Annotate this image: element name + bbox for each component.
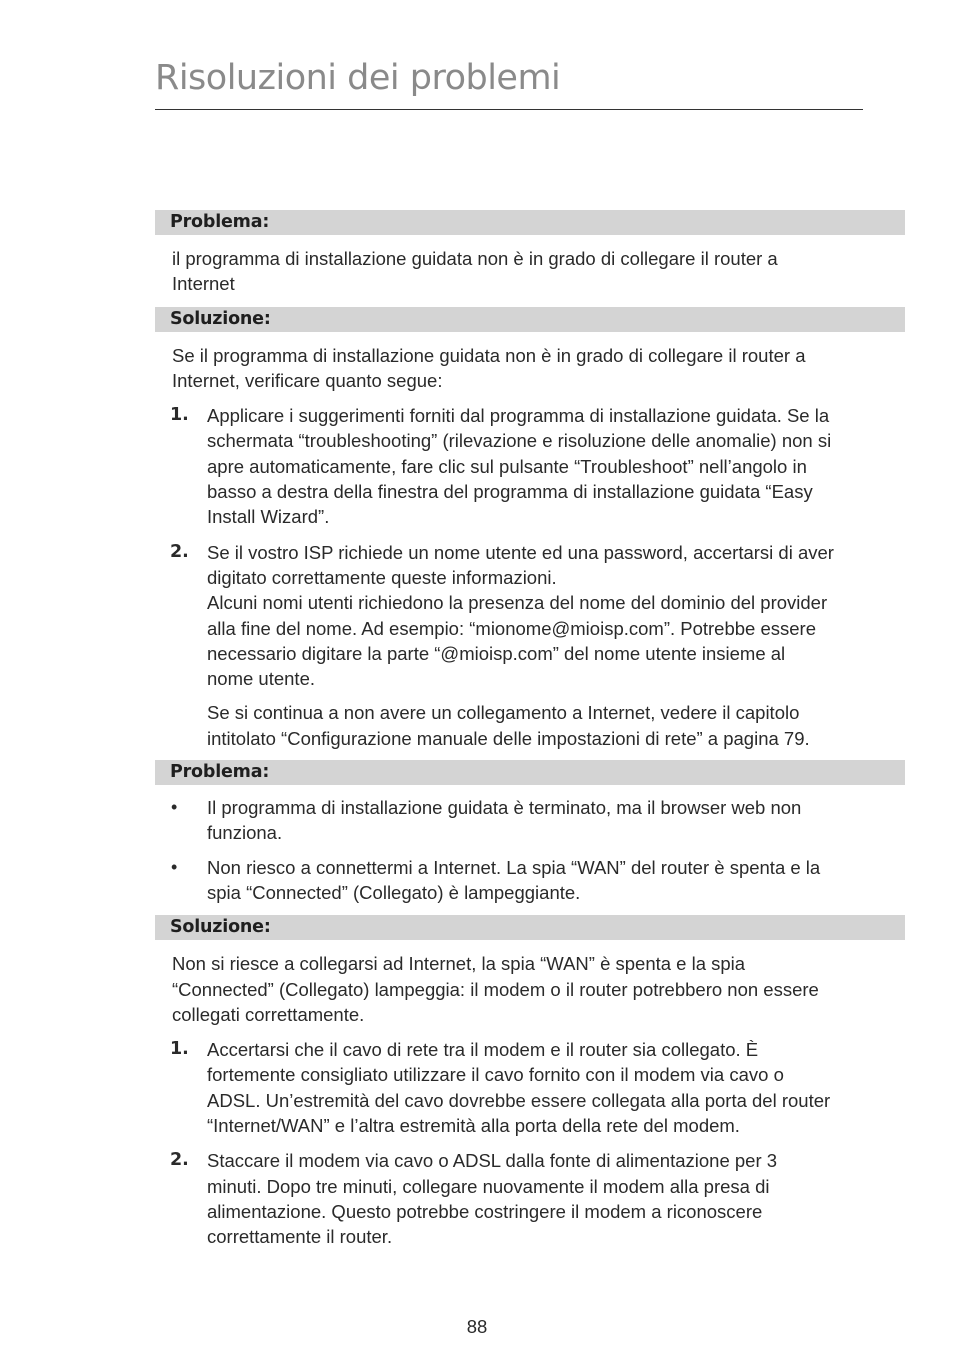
text-line: schermata “troubleshooting” (rilevazione e risoluzione delle anomalie) non si [207,430,832,452]
step-2-followup [207,700,905,751]
text-line: Applicare i suggerimenti forniti dal programma di installazione guidata. Se la [207,405,830,427]
section-heading-problem-1: Problema: [155,210,905,235]
text-line: correttamente il router. [207,1226,393,1248]
text-line: apre automaticamente, fare clic sul pulsante “Troubleshoot” nell’angolo in [207,455,807,477]
text-line: fortemente consigliato utilizzare il cavo fornito con il modem via cavo o [207,1064,784,1086]
step-number: 2. [170,1150,189,1171]
title-divider [155,109,863,110]
text-line: ADSL. Un’estremità del cavo dovrebbe essere collegata alla porta del router [207,1089,831,1111]
text-line: collegati correttamente. [172,1003,365,1025]
text-line: Se il programma di installazione guidata non è in grado di collegare il router a [172,344,806,366]
text-line: il programma di installazione guidata non è in grado di collegare il router a [172,248,778,269]
text-line: necessario digitare la parte “@mioisp.com” del nome utente insieme al [207,642,786,664]
step-number: 1. [170,1039,189,1060]
solution-2-step-1 [155,1037,905,1138]
text-line: Se il vostro ISP richiede un nome utente ed una password, accertarsi di aver [207,541,834,563]
text-line: Il programma di installazione guidata è terminato, ma il browser web non [207,797,802,819]
text-line: alimentazione. Questo potrebbe costringere il modem a riconoscere [207,1200,763,1222]
section-heading-problem-2: Problema: [155,760,905,785]
text-line: Internet, verificare quanto segue: [172,369,443,391]
problem-2-bullet-1 [155,795,905,846]
text-line: basso a destra della finestra del programma di installazione guidata “Easy [207,481,813,503]
text-line: minuti. Dopo tre minuti, collegare nuovamente il modem alla presa di [207,1175,770,1197]
text-line: Internet [172,273,235,295]
text-line: spia “Connected” (Collegato) è lampeggiante. [207,881,581,903]
text-line: Staccare il modem via cavo o ADSL dalla fonte di alimentazione per 3 [207,1150,778,1172]
step-number: 1. [170,405,189,426]
section-heading-solution-2: Soluzione: [155,915,905,940]
page-number: 88 [466,1316,488,1337]
text-line: Non si riesce a collegarsi ad Internet, la spia “WAN” è spenta e la spia [172,953,746,975]
text-line: alla fine del nome. Ad esempio: “mionome@mioisp.com”. Potrebbe essere [207,617,817,639]
text-line: Accertarsi che il cavo di rete tra il modem e il router sia collegato. È [207,1039,759,1061]
page-title: Risoluzioni dei problemi [155,58,561,98]
bullet-icon: • [171,856,178,877]
solution-1-intro [155,343,905,394]
step-number: 2. [170,541,189,562]
text-line: digitato correttamente queste informazioni. [207,566,557,588]
section-heading-solution-1: Soluzione: [155,307,905,332]
text-line: nome utente. [207,668,315,690]
problem-2-bullet-2 [155,855,905,906]
text-line: intitolato “Configurazione manuale delle impostazioni di rete” a pagina 79. [207,727,810,749]
text-line: Install Wizard”. [207,506,330,528]
solution-2-step-2 [155,1148,905,1249]
text-line: Alcuni nomi utenti richiedono la presenza del nome del dominio del provider [207,592,828,614]
bullet-icon: • [171,797,178,818]
text-line: Se si continua a non avere un collegamento a Internet, vedere il capitolo [207,702,800,724]
problem-1-text [155,246,905,297]
text-line: “Internet/WAN” e l’altra estremità alla porta della rete del modem. [207,1115,740,1137]
document-body [155,210,905,1250]
text-line: funziona. [207,822,283,844]
text-line: Non riesco a connettermi a Internet. La spia “WAN” del router è spenta e la [207,856,821,878]
solution-2-intro [155,951,905,1027]
solution-1-step-2 [155,540,905,751]
text-line: “Connected” (Collegato) lampeggia: il modem o il router potrebbero non essere [172,978,819,1000]
solution-1-step-1 [155,403,905,529]
